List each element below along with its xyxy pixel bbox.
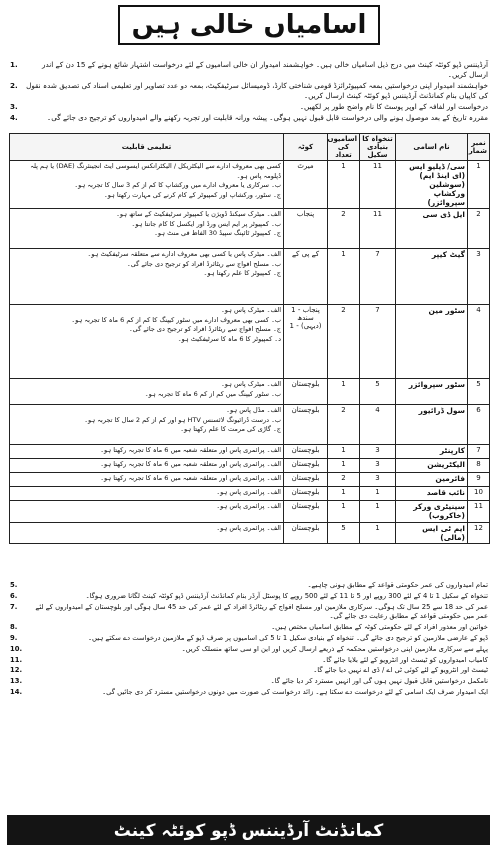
qualification-line: د۔ کمپیوٹر کا 6 ماہ کا سرٹیفکیٹ ہو۔ xyxy=(177,334,281,343)
note-text: کامیاب امیدواروں کو ٹیسٹ اور انٹرویو کے لئے بلایا جائے گا۔ xyxy=(322,655,488,664)
qualification-line: الف۔ پرائمری پاس ہو۔ xyxy=(216,488,281,496)
row-scale: 1 xyxy=(360,487,396,501)
note-text: تنخواہ کے سکیل 1 تا 4 کے لئے 300 روپے اور 5 تا 11 کے لئے 500 روپے کا پوسٹل آرڈر بنام کمانڈنٹ آرڈیننس ڈپو کوئٹہ کینٹ لگانا ضروری ہوگا۔ xyxy=(85,591,488,600)
note-text: خواتین اور معذور افراد کے لئے حکومتی کوٹہ کے مطابق اسامیاں مختص ہیں۔ xyxy=(271,623,488,632)
note-number: 6. xyxy=(10,591,18,600)
qualification-line: ب۔ کمپیوٹر پر ایم ایس ورڈ اور ایکسل کا کام جانتا ہو۔ xyxy=(131,219,281,228)
row-post-name: سی/ ڈیلیو ایس (ای اینڈ ایم) (سوشلین ورکشاپ سپروائزر) xyxy=(396,161,468,209)
note-item xyxy=(10,688,488,698)
qualification-line: الف۔ پرائمری پاس ہو۔ xyxy=(216,502,281,510)
footer-signature: کمانڈنٹ آرڈیننس ڈپو کوئٹہ کینٹ xyxy=(7,815,490,845)
qualification-line: الف۔ میٹرک سیکنڈ ڈویژن یا کمپیوٹر سرٹیفکیٹ کے ساتھ ہو۔ xyxy=(116,210,281,218)
table-row xyxy=(10,249,490,305)
note-item xyxy=(10,60,488,80)
row-quota: بلوچستان xyxy=(284,379,328,405)
intro-notes xyxy=(10,60,488,124)
row-scale: 1 xyxy=(360,523,396,544)
note-item xyxy=(10,102,488,112)
qualification-line: ج۔ گاڑی کی مرمت کا علم رکھتا ہو۔ xyxy=(180,425,281,433)
row-quota: بلوچستان xyxy=(284,405,328,445)
bottom-notes xyxy=(10,581,488,699)
row-post-name: سینیٹری ورکر (خاکروب) xyxy=(396,501,468,523)
row-post-name: سٹور سپروائزر xyxy=(396,379,468,405)
header-quota: کوٹہ xyxy=(284,134,328,161)
note-number: 4. xyxy=(10,113,18,122)
row-serial: 2 xyxy=(468,209,490,249)
qualification-line: ب۔ سرکاری یا معروف ادارے میں ورکشاپ کا کم از کم 3 سال کا تجربہ ہو۔ xyxy=(74,181,281,189)
row-post-name: کارپنٹر xyxy=(396,445,468,459)
row-qualification xyxy=(10,487,284,501)
row-serial: 9 xyxy=(468,473,490,487)
row-post-name: نائب قاصد xyxy=(396,487,468,501)
row-count: 1 xyxy=(328,249,360,305)
table-row xyxy=(10,305,490,379)
row-scale: 3 xyxy=(360,459,396,473)
note-item xyxy=(10,634,488,644)
row-scale: 4 xyxy=(360,405,396,445)
table-row xyxy=(10,473,490,487)
qualification-line: الف۔ پرائمری پاس اور متعلقہ شعبہ میں 6 ماہ کا تجربہ رکھتا ہو۔ xyxy=(100,474,281,482)
row-scale: 1 xyxy=(360,501,396,523)
row-count: 5 xyxy=(328,523,360,544)
note-item xyxy=(10,666,488,676)
row-qualification xyxy=(10,379,284,405)
table-row xyxy=(10,405,490,445)
qualification-line: ب۔ مسلح افواج سے ریٹائرڈ افراد کو ترجیح دی جائے گی۔ xyxy=(126,259,281,268)
row-serial: 7 xyxy=(468,445,490,459)
note-number: 7. xyxy=(10,602,18,611)
row-qualification xyxy=(10,445,284,459)
row-count: 2 xyxy=(328,473,360,487)
note-number: 11. xyxy=(10,655,23,664)
row-quota: پنجاب - 1 سندھ (دیہی) - 1 xyxy=(284,305,328,379)
qualification-line: الف۔ پرائمری پاس ہو۔ xyxy=(216,524,281,532)
qualification-line: الف۔ پرائمری پاس اور متعلقہ شعبہ میں 6 ماہ کا تجربہ رکھتا ہو۔ xyxy=(100,460,281,468)
qualification-line: ب۔ درست ڈرائیونگ لائسنس HTV ہو اور کم از کم 2 سال کا تجربہ ہو۔ xyxy=(84,415,281,424)
row-quota: بلوچستان xyxy=(284,487,328,501)
row-scale: 5 xyxy=(360,379,396,405)
row-count: 1 xyxy=(328,161,360,209)
note-text: پہلے سے سرکاری ملازمین اپنی درخواستیں محکمہ کے ذریعے ارسال کریں اور این او سی ساتھ منسلک کریں۔ xyxy=(181,644,488,653)
row-qualification xyxy=(10,501,284,523)
table-header-row xyxy=(10,134,490,161)
row-post-name: سٹور مین xyxy=(396,305,468,379)
row-serial: 4 xyxy=(468,305,490,379)
row-post-name: فائرمین xyxy=(396,473,468,487)
note-number: 10. xyxy=(10,644,23,653)
qualification-line: الف۔ پرائمری پاس اور متعلقہ شعبہ میں 6 ماہ کا تجربہ رکھتا ہو۔ xyxy=(100,446,281,454)
table-row xyxy=(10,379,490,405)
row-qualification xyxy=(10,209,284,249)
header-scale: تنخواہ کا بنیادی سکیل xyxy=(360,134,396,161)
qualification-line: الف۔ میٹرک پاس یا کسی بھی معروف ادارے سے متعلقہ سرٹیفکیٹ ہو۔ xyxy=(87,250,281,258)
row-post-name: گیٹ کیپر xyxy=(396,249,468,305)
note-item xyxy=(10,581,488,591)
header-qualification: تعلیمی قابلیت xyxy=(10,134,284,161)
note-text: آرڈیننس ڈپو کوئٹہ کینٹ میں درج ذیل اسامیاں خالی ہیں۔ خواہشمند امیدوار ان خالی اسامیوں کے لئے درخواست اشتہار شائع ہونے کے 15 دن کے اندر ارسال کریں۔ xyxy=(42,60,488,79)
row-serial: 11 xyxy=(468,501,490,523)
row-qualification xyxy=(10,249,284,305)
row-scale: 11 xyxy=(360,209,396,249)
row-quota: پنجاب xyxy=(284,209,328,249)
vacancies-table xyxy=(9,133,490,544)
row-count: 2 xyxy=(328,405,360,445)
row-count: 1 xyxy=(328,445,360,459)
row-post-name: ایل ڈی سی xyxy=(396,209,468,249)
qualification-line: ب۔ کسی بھی معروف ادارے میں سٹور کیپنگ کا کم از کم 6 ماہ کا تجربہ ہو۔ xyxy=(71,315,281,324)
qualification-line: الف۔ مڈل پاس ہو۔ xyxy=(226,406,281,414)
row-count: 2 xyxy=(328,305,360,379)
table-row xyxy=(10,501,490,523)
row-serial: 6 xyxy=(468,405,490,445)
header-count: اسامیوں کی تعداد xyxy=(328,134,360,161)
note-number: 12. xyxy=(10,666,23,675)
row-count: 1 xyxy=(328,379,360,405)
qualification-line: کسی بھی معروف ادارے سے الیکٹریکل / الیکٹرانکس ایسوسی ایٹ انجینئرنگ (DAE) یا ہم پلہ ڈپلومہ پاس ہو۔ xyxy=(30,162,281,180)
note-item xyxy=(10,623,488,633)
note-number: 5. xyxy=(10,581,18,589)
row-count: 1 xyxy=(328,459,360,473)
qualification-line: ج۔ سٹور، ورکشاپ اور کمپیوٹر کے کام کرنے کی مہارت رکھتا ہو۔ xyxy=(103,190,281,199)
table-row xyxy=(10,459,490,473)
row-quota: بلوچستان xyxy=(284,445,328,459)
note-number: 3. xyxy=(10,102,18,111)
note-number: 13. xyxy=(10,677,23,686)
table-body xyxy=(10,161,490,544)
qualification-line: ب۔ سٹور کیپنگ میں کم از کم 6 ماہ کا تجربہ ہو۔ xyxy=(144,389,281,398)
note-text: درخواست اور لفافہ کے اوپر پوسٹ کا نام واضح طور پر لکھیں۔ xyxy=(299,102,488,111)
note-number: 2. xyxy=(10,81,18,90)
note-item xyxy=(10,656,488,666)
note-text: خواہشمند امیدوار اپنی درخواستیں بمعہ کمپیوٹرائزڈ قومی شناختی کارڈ، ڈومیسائل سرٹیفکیٹ، بمعہ دو عدد تصاویر اور تعلیمی اسناد کی تصدیق شدہ نقول کی کاپیاں بنام کمانڈنٹ آرڈیننس ڈپو کوئٹہ کینٹ ارسال کریں۔ xyxy=(26,81,488,100)
qualification-line: ج۔ کمپیوٹر کا علم رکھتا ہو۔ xyxy=(203,269,281,277)
page-title: اسامیاں خالی ہیں xyxy=(118,5,380,45)
row-serial: 3 xyxy=(468,249,490,305)
row-count: 1 xyxy=(328,487,360,501)
row-serial: 10 xyxy=(468,487,490,501)
note-item xyxy=(10,592,488,602)
table-row xyxy=(10,445,490,459)
note-text: تمام امیدواروں کی عمر حکومتی قواعد کے مطابق ہونی چاہیے۔ xyxy=(307,581,488,589)
row-qualification xyxy=(10,405,284,445)
row-post-name: ایم ٹی ایس (مالی) xyxy=(396,523,468,544)
note-number: 14. xyxy=(10,687,23,696)
row-scale: 11 xyxy=(360,161,396,209)
note-number: 9. xyxy=(10,633,18,642)
table-row xyxy=(10,487,490,501)
note-item xyxy=(10,113,488,123)
note-text: ڈپو کے عارضی ملازمین کو ترجیح دی جائے گی۔ تنخواہ کے بنیادی سکیل 1 تا 5 کی اسامیوں پر صرف ڈپو کے ملازمین درخواست دے سکتے ہیں۔ xyxy=(88,633,488,642)
row-scale: 7 xyxy=(360,305,396,379)
row-quota: بلوچستان xyxy=(284,501,328,523)
row-post-name: سول ڈرائیور xyxy=(396,405,468,445)
row-quota: میرٹ xyxy=(284,161,328,209)
row-scale: 3 xyxy=(360,445,396,459)
note-number: 1. xyxy=(10,60,18,69)
qualification-line: الف۔ میٹرک پاس ہو۔ xyxy=(220,380,281,388)
row-qualification xyxy=(10,305,284,379)
table-row xyxy=(10,209,490,249)
qualification-line: ج۔ مسلح افواج سے ریٹائرڈ افراد کو ترجیح دی جائے گی۔ xyxy=(128,325,281,333)
row-serial: 8 xyxy=(468,459,490,473)
note-text: ٹیسٹ اور انٹرویو کے لئے کوئی ٹی اے / ڈی اے نہیں دیا جائے گا۔ xyxy=(313,666,488,675)
row-quota: بلوچستان xyxy=(284,473,328,487)
row-qualification xyxy=(10,523,284,544)
note-item xyxy=(10,677,488,687)
row-quota: کے پی کے xyxy=(284,249,328,305)
row-scale: 7 xyxy=(360,249,396,305)
row-quota: بلوچستان xyxy=(284,523,328,544)
note-item xyxy=(10,645,488,655)
table-row xyxy=(10,161,490,209)
qualification-line: الف۔ میٹرک پاس ہو۔ xyxy=(220,306,281,314)
qualification-line: ج۔ کمپیوٹر ٹائپنگ سپیڈ 30 الفاظ فی منٹ ہو۔ xyxy=(154,229,281,237)
note-item xyxy=(10,81,488,101)
note-text: نامکمل درخواستیں قابل قبول نہیں ہوں گی اور انہیں مسترد کر دیا جائے گا۔ xyxy=(270,677,488,686)
header-post: نام اسامی xyxy=(396,134,468,161)
row-qualification xyxy=(10,459,284,473)
note-number: 8. xyxy=(10,623,18,632)
row-serial: 5 xyxy=(468,379,490,405)
note-item xyxy=(10,603,488,623)
header-serial: نمبر شمار xyxy=(468,134,490,161)
row-qualification xyxy=(10,161,284,209)
note-text: مقررہ تاریخ کے بعد موصول ہونے والی درخواست قابل قبول نہیں ہوگی۔ پیشہ ورانہ قابلیت اور تجربہ رکھنے والے امیدواروں کو ترجیح دی جائے گی۔ xyxy=(47,113,488,122)
row-serial: 1 xyxy=(468,161,490,209)
row-serial: 12 xyxy=(468,523,490,544)
note-text: ایک امیدوار صرف ایک اسامی کے لئے درخواست دے سکتا ہے۔ زائد درخواست کی صورت میں دونوں درخواستیں مسترد کر دی جائیں گی۔ xyxy=(102,687,488,696)
row-count: 1 xyxy=(328,501,360,523)
table-row xyxy=(10,523,490,544)
row-count: 2 xyxy=(328,209,360,249)
row-scale: 3 xyxy=(360,473,396,487)
note-text: عمر کی حد 18 سے 25 سال تک ہوگی۔ سرکاری ملازمین اور مسلح افواج کے ریٹائرڈ افراد کے لئے عمر کی حد 45 سال ہوگی اور بلوچستان کے امیدواروں کے لئے عمر میں حکومتی قواعد کے مطابق رعایت دی جائے گی۔ xyxy=(35,602,488,621)
row-post-name: الیکٹریشن xyxy=(396,459,468,473)
row-qualification xyxy=(10,473,284,487)
row-quota: بلوچستان xyxy=(284,459,328,473)
